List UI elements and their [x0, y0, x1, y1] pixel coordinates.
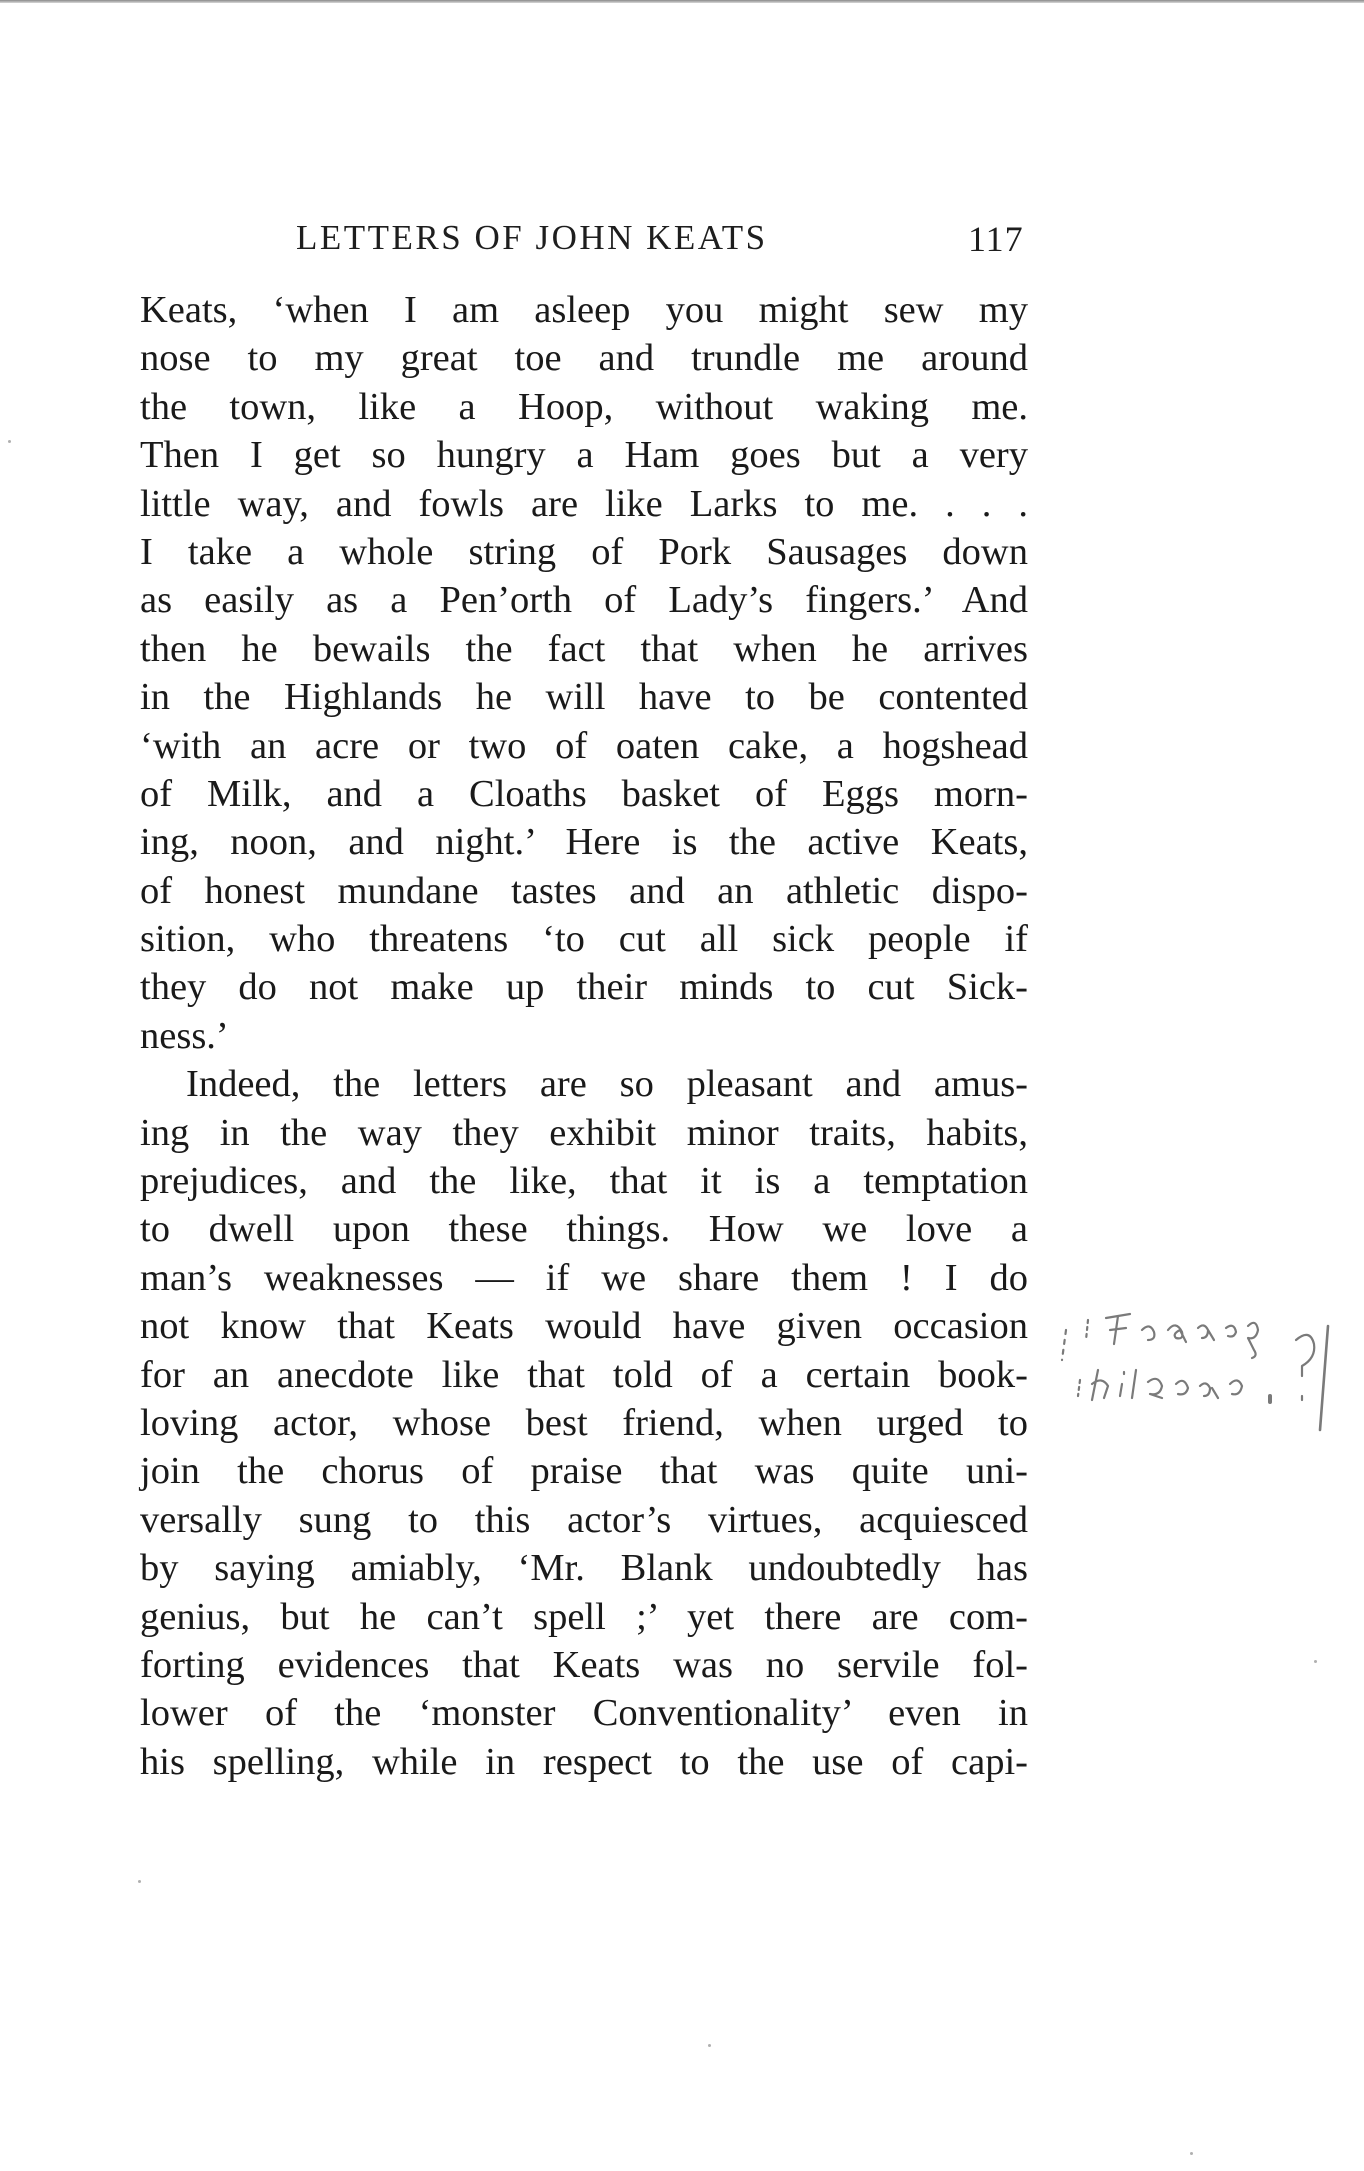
text-line: join the chorus of praise that was quite uni-: [140, 1450, 1028, 1493]
paper-speck: [138, 1880, 141, 1883]
handwritten-margin-note: [1058, 1300, 1358, 1500]
running-head: LETTERS OF JOHN KEATS: [296, 218, 768, 257]
text-line: versally sung to this actor’s virtues, acquiesced: [140, 1498, 1028, 1541]
text-line: ness.’: [140, 1014, 229, 1057]
paper-speck: [1190, 2152, 1193, 2155]
text-line: of honest mundane tastes and an athletic dispo-: [140, 869, 1028, 912]
text-line: man’s weaknesses — if we share them ! I do: [140, 1256, 1028, 1299]
text-line: as easily as a Pen’orth of Lady’s fingers.’ And: [140, 579, 1028, 622]
text-line: Indeed, the letters are so pleasant and amus-: [186, 1063, 1028, 1106]
text-line: sition, who threatens ‘to cut all sick people if: [140, 918, 1028, 961]
text-line: ‘with an acre or two of oaten cake, a hogshead: [140, 724, 1028, 767]
pencil-scribble-icon: [1058, 1300, 1358, 1500]
text-line: Keats, ‘when I am asleep you might sew my: [140, 289, 1028, 331]
paper-speck: [1314, 1660, 1317, 1663]
text-line: Then I get so hungry a Ham goes but a very: [140, 434, 1028, 477]
text-line: prejudices, and the like, that it is a temptation: [140, 1160, 1028, 1203]
text-line: ing, noon, and night.’ Here is the active Keats,: [140, 821, 1028, 864]
text-line: they do not make up their minds to cut Sick-: [140, 966, 1028, 1009]
page-number: 117: [968, 219, 1024, 259]
paragraph: [140, 286, 1028, 1060]
text-line: I take a whole string of Pork Sausages down: [140, 530, 1028, 573]
text-line: then he bewails the fact that when he arrives: [140, 627, 1028, 670]
text-line: nose to my great toe and trundle me around: [140, 337, 1028, 380]
text-line: loving actor, whose best friend, when urged to: [140, 1401, 1028, 1444]
scan-top-edge: [0, 0, 1364, 3]
text-line: his spelling, while in respect to the use of capi-: [140, 1740, 1028, 1783]
text-line: the town, like a Hoop, without waking me.: [140, 385, 1028, 428]
text-line: not know that Keats would have given occasion: [140, 1305, 1028, 1348]
text-line: in the Highlands he will have to be contented: [140, 676, 1028, 719]
text-line: for an anecdote like that told of a certain book-: [140, 1353, 1028, 1396]
text-line: lower of the ‘monster Conventionality’ even in: [140, 1692, 1028, 1735]
text-line: of Milk, and a Cloaths basket of Eggs morn-: [140, 772, 1028, 815]
text-line: genius, but he can’t spell ;’ yet there are com-: [140, 1595, 1028, 1638]
text-line: little way, and fowls are like Larks to me. . . .: [140, 482, 1028, 525]
text-line: forting evidences that Keats was no servile fol-: [140, 1643, 1028, 1686]
text-line: to dwell upon these things. How we love a: [140, 1208, 1028, 1251]
text-line: ing in the way they exhibit minor traits, habits,: [140, 1111, 1028, 1154]
body-text: [140, 286, 1028, 1786]
paper-speck: [708, 2044, 711, 2047]
text-line: by saying amiably, ‘Mr. Blank undoubtedly has: [140, 1547, 1028, 1590]
paper-speck: [8, 440, 11, 443]
paragraph: [140, 1060, 1028, 1786]
